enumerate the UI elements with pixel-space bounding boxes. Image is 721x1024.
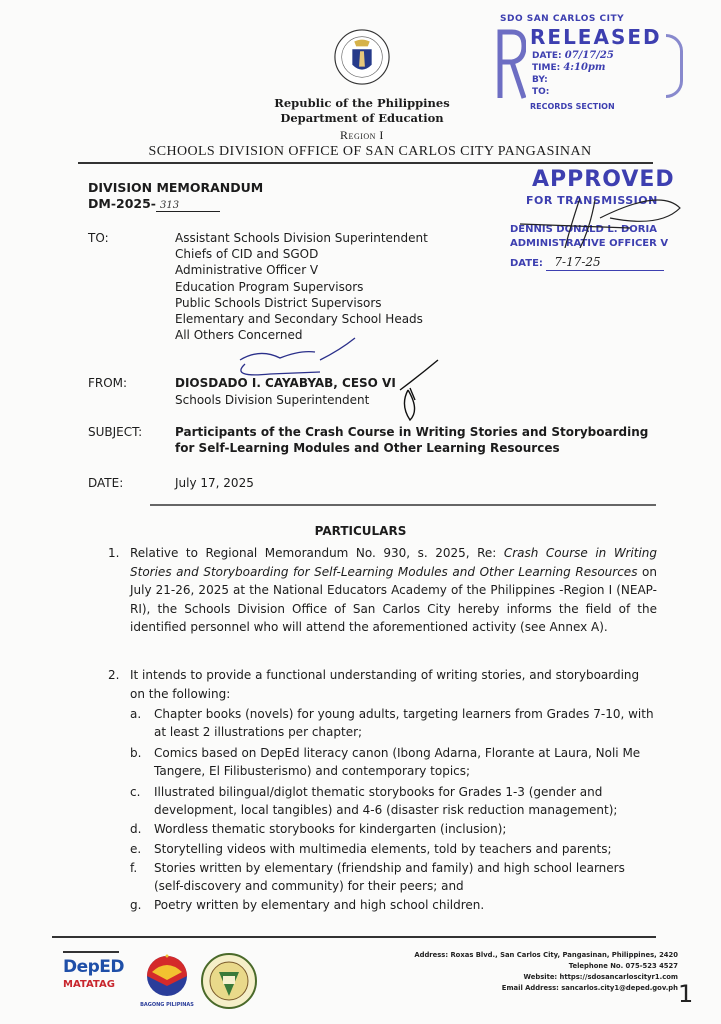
memo-number: 313 — [156, 198, 220, 212]
recipient: All Others Concerned — [175, 328, 303, 343]
bagong-pilipinas-emblem — [138, 952, 196, 998]
recipient: Elementary and Secondary School Heads — [175, 312, 423, 327]
memo-number-prefix: DM-2025- — [88, 196, 156, 211]
recipient: Administrative Officer V — [175, 263, 319, 278]
sdo-san-carlos-seal — [200, 952, 258, 1010]
recipient: Assistant Schools Division Superintendent — [175, 231, 428, 245]
contact-info — [380, 950, 678, 994]
approved-stamp-title: APPROVED — [532, 167, 675, 192]
released-stamp-office: SDO SAN CARLOS CITY — [500, 14, 625, 24]
released-stamp-r — [496, 28, 526, 100]
bagong-pilipinas-logo: BAGONG PILIPINAS — [138, 952, 196, 1012]
recipients-list — [175, 230, 428, 343]
sender-title: Schools Division Superintendent — [175, 393, 370, 407]
subject-label: SUBJECT: — [88, 425, 143, 439]
released-stamp-footer: RECORDS SECTION — [530, 102, 615, 111]
region-line: Region I — [340, 128, 384, 142]
superintendent-signature — [170, 330, 450, 430]
item-number: 1. — [108, 546, 120, 560]
footer-address: Address: Roxas Blvd., San Carlos City, Pangasinan, Philippines, 2420 — [414, 951, 678, 959]
released-date: 07/17/25 — [564, 50, 614, 61]
footer-email[interactable]: Email Address: sancarlos.city1@deped.gov.ph — [501, 984, 678, 992]
recipient: Chiefs of CID and SGOD — [175, 247, 319, 262]
date-divider — [150, 504, 656, 506]
sender-name: DIOSDADO I. CAYABYAB, CESO VI — [175, 376, 396, 390]
released-stamp-d — [666, 34, 683, 98]
recipient: Education Program Supervisors — [175, 279, 364, 294]
approved-stamp-name: DENNIS DONALD L. DORIA — [510, 224, 657, 235]
footer-divider — [52, 936, 656, 938]
list-item: d. Wordless thematic storybooks for kindergarten (inclusion); — [130, 822, 507, 836]
recipient: Public Schools District Supervisors — [175, 295, 382, 310]
list-item: c. Illustrated bilingual/diglot thematic storybooks for Grades 1-3 (gender and development, local tangibles) and 4-6 (disaster risk reduction management); — [130, 785, 618, 817]
referenced-activity-title: Crash Course in Writing Stories and Storyboarding for Self-Learning Modules and Other Learning Resources — [130, 546, 657, 579]
topics-list — [130, 706, 657, 915]
date-label: DATE: — [88, 476, 124, 490]
particulars-heading: PARTICULARS — [314, 524, 407, 538]
department-line: Department of Education — [280, 111, 444, 125]
page-number: 1 — [678, 980, 694, 1008]
released-time: 4:10pm — [563, 62, 606, 73]
subject-text: Participants of the Crash Course in Writing Stories and Storyboarding for Self-Learning Modules and Other Learning Resources — [175, 425, 649, 455]
to-label: TO: — [88, 231, 109, 245]
item-number: 2. — [108, 668, 120, 682]
released-stamp: SDO SAN CARLOS CITY RELEASED DATE: 07/17/25 TIME: 4:10pm BY: TO: RECORDS SECTION — [490, 14, 700, 124]
list-item: b. Comics based on DepEd literacy canon (Ibong Adarna, Florante at Laura, Noli Me Tangere, El Filibusterismo) and contemporary topics; — [130, 746, 641, 778]
deped-matatag-logo: DepED MATATAG — [63, 951, 119, 1011]
released-stamp-title: RELEASED — [530, 25, 662, 49]
memo-type: DIVISION MEMORANDUM — [88, 180, 264, 195]
approved-date: 7-17-25 — [546, 254, 664, 271]
footer-website[interactable]: Website: https://sdosancarloscityr1.com — [523, 973, 678, 981]
approved-stamp: APPROVED FOR TRANSMISSION DENNIS DONALD L. DORIA ADMINISTRATIVE OFFICER V DATE: 7-17-25 — [510, 168, 700, 288]
list-item: g. Poetry written by elementary and high school children. — [130, 898, 485, 912]
list-item: f. Stories written by elementary (friendship and family) and high school learners (self-discovery and community) for their peers; and — [130, 861, 625, 893]
particular-item-2: It intends to provide a functional understanding of writing stories, and storyboarding on the following: — [130, 668, 640, 701]
office-line: SCHOOLS DIVISION OFFICE OF SAN CARLOS CITY PANGASINAN — [148, 144, 592, 159]
header-divider — [78, 162, 653, 164]
republic-line: Republic of the Philippines — [274, 96, 450, 110]
list-item: e. Storytelling videos with multimedia elements, told by teachers and parents; — [130, 841, 612, 856]
deped-seal-logo — [333, 28, 391, 86]
from-label: FROM: — [88, 376, 128, 390]
memo-header — [88, 180, 263, 212]
particular-item-1: Relative to Regional Memorandum No. 930, s. 2025, Re: Crash Course in Writing Stories and Storyboarding for Self-Learning Modules and Other Learning Resources on July 21-26, 2025 at the National Educators Academy of the Philippines -Region I (NEAP-RI), the Schools Division Office of San Carlos City hereby informs the field of the identified personnel who will attend the aforementioned activity (see Annex A). — [130, 546, 657, 634]
approval-signature — [510, 188, 700, 248]
memo-date: July 17, 2025 — [175, 476, 254, 490]
footer-telephone: Telephone No. 075-523 4527 — [568, 962, 678, 970]
list-item: a. Chapter books (novels) for young adults, targeting learners from Grades 7-10, with at least 2 illustrations per chapter; — [130, 707, 654, 739]
